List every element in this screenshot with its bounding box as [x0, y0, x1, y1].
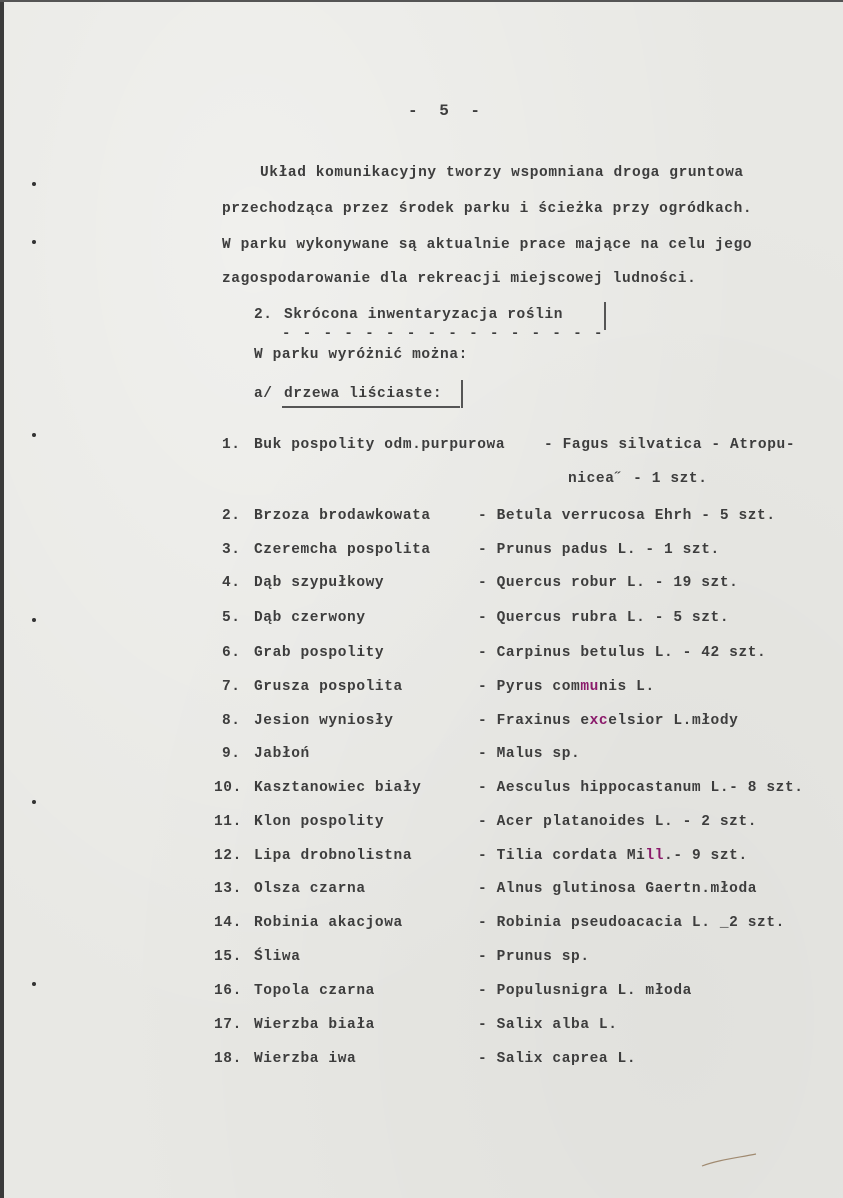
item-number: 6. [222, 645, 241, 661]
item-polish-name: Dąb szypułkowy [254, 575, 385, 591]
item-number: 11. [214, 814, 242, 830]
item-number: 12. [214, 848, 242, 864]
item-polish-name: Buk pospolity odm.purpurowa [254, 437, 506, 453]
item-latin-name: - Salix caprea L. [478, 1051, 637, 1067]
item-number: 7. [222, 679, 241, 695]
pen-stroke-mark [700, 1150, 760, 1170]
item-polish-name: Topola czarna [254, 983, 375, 999]
subsection-prefix: a/ [254, 386, 273, 402]
margin-dot [32, 433, 36, 437]
item-latin-name [478, 678, 655, 696]
margin-dot [32, 982, 36, 986]
margin-dot [32, 618, 36, 622]
item-latin-name: - Prunus sp. [478, 949, 590, 965]
margin-tick [604, 302, 606, 330]
item-number: 14. [214, 915, 242, 931]
item-latin-name: - Prunus padus L. - 1 szt. [478, 542, 720, 558]
handwritten-correction: mu [580, 679, 599, 695]
item-polish-name: Brzoza brodawkowata [254, 508, 431, 524]
item-latin-name: - Quercus robur L. - 19 szt. [478, 575, 739, 591]
item-latin-name [478, 847, 748, 865]
scan-edge-top [0, 0, 843, 2]
intro-line-1: Układ komunikacyjny tworzy wspomniana droga gruntowa [260, 165, 744, 181]
item-number: 8. [222, 713, 241, 729]
intro-line-3: W parku wykonywane są aktualnie prace mające na celu jego [222, 237, 753, 253]
margin-dot [32, 240, 36, 244]
item-number: 15. [214, 949, 242, 965]
item-number: 9. [222, 746, 241, 762]
item-latin-name: - Carpinus betulus L. - 42 szt. [478, 645, 767, 661]
handwritten-correction: ll [645, 848, 665, 864]
item-number: 2. [222, 508, 241, 524]
subsection-title: drzewa liściaste: [284, 386, 443, 402]
item-number: 18. [214, 1051, 242, 1067]
item-number: 10. [214, 780, 242, 796]
item-latin-name: - Alnus glutinosa Gaertn.młoda [478, 881, 758, 897]
item-number: 13. [214, 881, 242, 897]
page-number: - 5 - [408, 102, 487, 120]
item-latin-name: - Acer platanoides L. - 2 szt. [478, 814, 758, 830]
item-number: 16. [214, 983, 242, 999]
can-distinguish-text: W parku wyróżnić można: [254, 347, 468, 363]
item-polish-name: Wierzba biała [254, 1017, 375, 1033]
item-latin-name-continued: nicea˝ - 1 szt. [568, 471, 708, 487]
item-number: 4. [222, 575, 241, 591]
section-title-underline: - - - - - - - - - - - - - - - - [282, 326, 605, 342]
item-latin-name: - Robinia pseudoacacia L. _2 szt. [478, 915, 785, 931]
item-latin-name [478, 712, 738, 730]
item-polish-name: Jesion wyniosły [254, 713, 394, 729]
item-number: 1. [222, 437, 241, 453]
item-latin-name: - Salix alba L. [478, 1017, 618, 1033]
latin-part: nis L. [598, 679, 655, 695]
section-title: Skrócona inwentaryzacja roślin [284, 307, 564, 323]
item-polish-name: Czeremcha pospolita [254, 542, 431, 558]
item-latin-name: - Betula verrucosa Ehrh - 5 szt. [478, 508, 776, 524]
latin-part: .- 9 szt. [664, 848, 748, 864]
item-number: 3. [222, 542, 241, 558]
item-polish-name: Robinia akacjowa [254, 915, 403, 931]
item-latin-name: - Quercus rubra L. - 5 szt. [478, 610, 730, 626]
item-polish-name: Klon pospolity [254, 814, 385, 830]
margin-dot [32, 182, 36, 186]
latin-part: - Tilia cordata Mi [478, 848, 646, 864]
latin-part: - Pyrus com [478, 679, 581, 695]
handwritten-correction: xc [589, 713, 609, 729]
section-number: 2. [254, 307, 273, 323]
item-latin-name: - Fagus silvatica - Atropu- [544, 437, 796, 453]
scan-edge-left [0, 0, 4, 1198]
item-polish-name: Grab pospolity [254, 645, 385, 661]
item-polish-name: Lipa drobnolistna [254, 848, 413, 864]
margin-tick [461, 380, 463, 408]
item-latin-name: - Aesculus hippocastanum L.- 8 szt. [478, 780, 804, 796]
intro-line-4: zagospodarowanie dla rekreacji miejscowej ludności. [222, 271, 697, 287]
item-polish-name: Śliwa [254, 949, 301, 965]
item-number: 17. [214, 1017, 242, 1033]
intro-line-2: przechodząca przez środek parku i ścieżka przy ogródkach. [222, 201, 753, 217]
item-polish-name: Wierzba iwa [254, 1051, 357, 1067]
subsection-underline [282, 406, 460, 408]
item-polish-name: Kasztanowiec biały [254, 780, 422, 796]
latin-part: - Fraxinus e [478, 713, 590, 729]
margin-dot [32, 800, 36, 804]
item-latin-name: - Malus sp. [478, 746, 581, 762]
item-polish-name: Jabłoń [254, 746, 310, 762]
item-polish-name: Olsza czarna [254, 881, 366, 897]
item-number: 5. [222, 610, 241, 626]
latin-part: elsior L.młody [608, 713, 739, 729]
item-latin-name: - Populusnigra L. młoda [478, 983, 692, 999]
item-polish-name: Dąb czerwony [254, 610, 366, 626]
item-polish-name: Grusza pospolita [254, 679, 403, 695]
